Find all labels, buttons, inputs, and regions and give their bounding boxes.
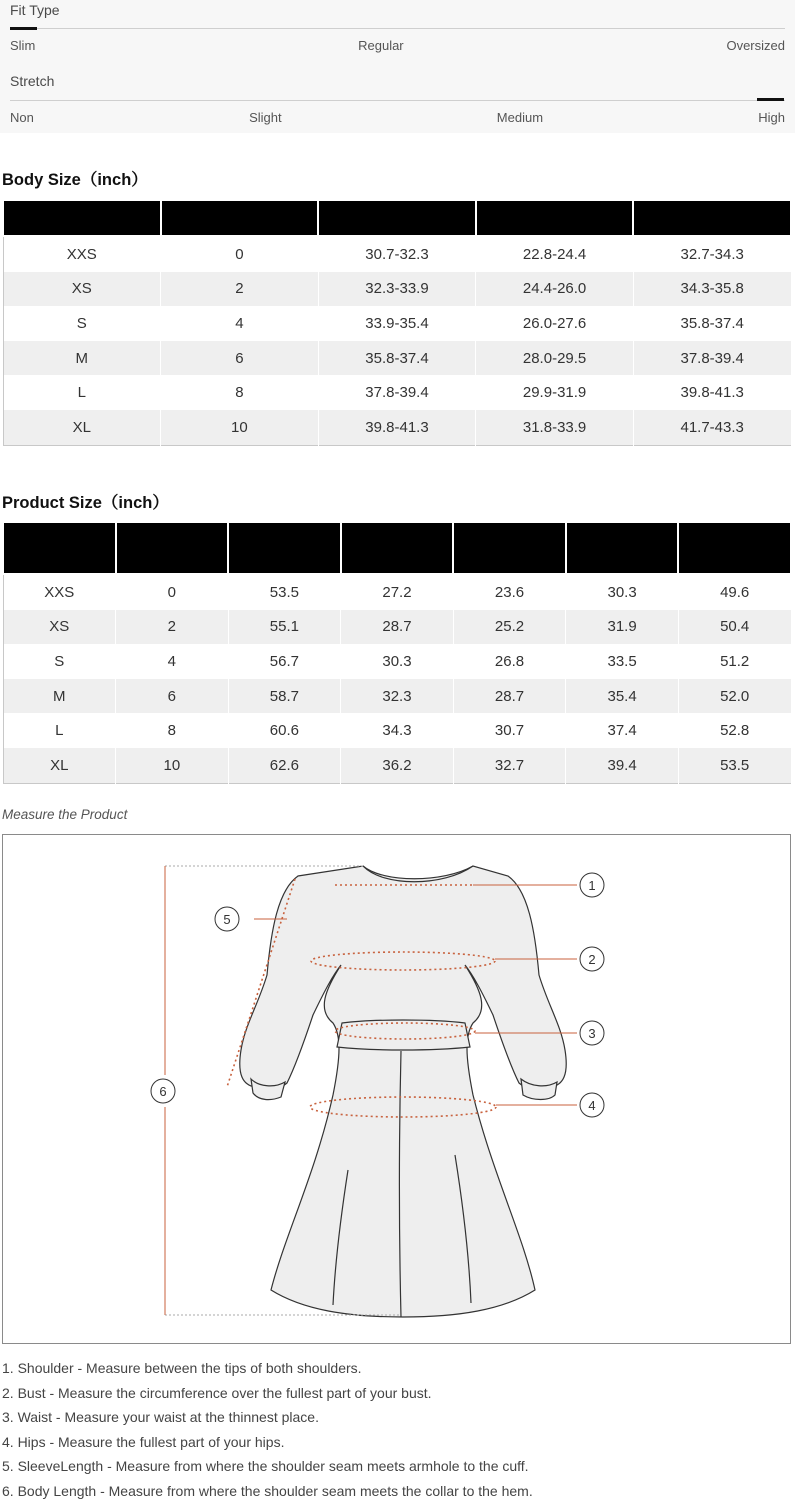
table-header-row	[3, 200, 791, 236]
table-cell: 52.8	[678, 713, 791, 748]
table-cell: 51.2	[678, 644, 791, 679]
table-cell: 34.3-35.8	[633, 272, 791, 307]
fit-type-scale	[10, 28, 785, 29]
marker-number: 5	[223, 912, 231, 927]
fit-type-label: Regular	[358, 38, 404, 53]
body-size-title: Body Size（inch）	[2, 171, 148, 189]
table-header-cell	[678, 522, 791, 574]
table-cell: S	[3, 644, 116, 679]
table-cell: M	[3, 341, 161, 376]
table-cell: 53.5	[228, 574, 341, 610]
table-row	[3, 236, 791, 272]
fit-type-labels	[10, 38, 785, 53]
table-cell: 6	[116, 679, 229, 714]
fit-stretch-panel	[0, 0, 795, 133]
table-cell: 23.6	[453, 574, 566, 610]
table-header-row	[3, 522, 791, 574]
stretch-marker	[757, 98, 784, 101]
table-cell: 27.2	[341, 574, 454, 610]
table-cell: XS	[3, 610, 116, 645]
table-header-cell	[318, 200, 476, 236]
stretch-labels	[10, 110, 785, 125]
stretch-label: Medium	[496, 110, 544, 125]
dress-illustration	[3, 835, 790, 1343]
product-size-table	[2, 521, 792, 784]
table-header-cell	[453, 522, 566, 574]
table-cell: XXS	[3, 574, 116, 610]
table-row	[3, 272, 791, 307]
table-row	[3, 375, 791, 410]
stretch-label: Non	[10, 110, 34, 125]
table-cell: 32.7	[453, 748, 566, 783]
table-header-cell	[3, 522, 116, 574]
table-cell: 26.0-27.6	[476, 306, 634, 341]
marker-number: 3	[588, 1026, 596, 1041]
table-row	[3, 748, 791, 783]
fit-type-title: Fit Type	[10, 2, 60, 18]
table-row	[3, 644, 791, 679]
dress-diagram	[2, 834, 791, 1344]
table-cell: 37.8-39.4	[633, 341, 791, 376]
table-cell: XL	[3, 410, 161, 445]
table-cell: 52.0	[678, 679, 791, 714]
stretch-scale	[10, 100, 785, 101]
table-cell: 29.9-31.9	[476, 375, 634, 410]
table-cell: 35.8-37.4	[318, 341, 476, 376]
measure-caption: Measure the Product	[2, 807, 128, 822]
table-cell: 34.3	[341, 713, 454, 748]
table-cell: 0	[116, 574, 229, 610]
table-cell: 30.3	[341, 644, 454, 679]
product-size-title: Product Size（inch）	[2, 494, 169, 512]
table-header-cell	[476, 200, 634, 236]
table-cell: 30.7-32.3	[318, 236, 476, 272]
table-cell: 35.4	[566, 679, 679, 714]
table-cell: 8	[116, 713, 229, 748]
table-cell: 31.8-33.9	[476, 410, 634, 445]
list-item: 2. Bust - Measure the circumference over the fullest part of your bust.	[2, 1384, 432, 1401]
table-cell: 53.5	[678, 748, 791, 783]
table-row	[3, 679, 791, 714]
table-row	[3, 306, 791, 341]
table-cell: 10	[161, 410, 319, 445]
dress-outline	[240, 866, 566, 1317]
table-cell: L	[3, 713, 116, 748]
table-cell: 55.1	[228, 610, 341, 645]
list-item: 4. Hips - Measure the fullest part of your hips.	[2, 1433, 285, 1450]
table-cell: 32.3-33.9	[318, 272, 476, 307]
table-cell: XXS	[3, 236, 161, 272]
table-cell: 28.0-29.5	[476, 341, 634, 376]
measurement-notes	[2, 1356, 792, 1504]
table-cell: 33.9-35.4	[318, 306, 476, 341]
table-cell: 39.8-41.3	[633, 375, 791, 410]
marker-number: 2	[588, 952, 596, 967]
table-cell: 4	[161, 306, 319, 341]
table-cell: 62.6	[228, 748, 341, 783]
marker-number: 6	[159, 1084, 167, 1099]
table-cell: 39.4	[566, 748, 679, 783]
table-cell: 4	[116, 644, 229, 679]
fit-type-label: Slim	[10, 38, 36, 53]
table-cell: 60.6	[228, 713, 341, 748]
table-header-cell	[161, 200, 319, 236]
table-cell: 26.8	[453, 644, 566, 679]
stretch-title: Stretch	[10, 73, 55, 89]
table-cell: 24.4-26.0	[476, 272, 634, 307]
table-cell: 49.6	[678, 574, 791, 610]
list-item: 5. SleeveLength - Measure from where the shoulder seam meets armhole to the cuff.	[2, 1458, 529, 1475]
table-header-cell	[116, 522, 229, 574]
table-cell: XL	[3, 748, 116, 783]
table-cell: 10	[116, 748, 229, 783]
table-cell: 56.7	[228, 644, 341, 679]
fit-type-marker	[10, 27, 37, 30]
table-row	[3, 574, 791, 610]
marker-number: 1	[588, 878, 596, 893]
table-cell: 30.7	[453, 713, 566, 748]
table-header-cell	[3, 200, 161, 236]
table-cell: 28.7	[453, 679, 566, 714]
table-header-cell	[633, 200, 791, 236]
table-cell: 50.4	[678, 610, 791, 645]
list-item: 6. Body Length - Measure from where the shoulder seam meets the collar to the hem.	[2, 1482, 533, 1499]
table-cell: XS	[3, 272, 161, 307]
table-cell: 37.4	[566, 713, 679, 748]
table-row	[3, 410, 791, 445]
table-cell: M	[3, 679, 116, 714]
table-cell: 2	[116, 610, 229, 645]
table-cell: 58.7	[228, 679, 341, 714]
table-cell: 32.7-34.3	[633, 236, 791, 272]
stretch-label: High	[758, 110, 785, 125]
table-cell: 32.3	[341, 679, 454, 714]
table-cell: 30.3	[566, 574, 679, 610]
table-cell: 33.5	[566, 644, 679, 679]
stretch-label: Slight	[249, 110, 282, 125]
table-cell: 37.8-39.4	[318, 375, 476, 410]
table-cell: 31.9	[566, 610, 679, 645]
table-cell: 41.7-43.3	[633, 410, 791, 445]
table-cell: 2	[161, 272, 319, 307]
table-cell: 6	[161, 341, 319, 376]
fit-type-label: Oversized	[726, 38, 785, 53]
body-size-table	[2, 199, 792, 446]
table-cell: S	[3, 306, 161, 341]
table-row	[3, 610, 791, 645]
table-cell: 28.7	[341, 610, 454, 645]
table-header-cell	[566, 522, 679, 574]
table-cell: L	[3, 375, 161, 410]
list-item: 1. Shoulder - Measure between the tips of both shoulders.	[2, 1360, 362, 1376]
table-cell: 25.2	[453, 610, 566, 645]
table-header-cell	[341, 522, 454, 574]
table-cell: 35.8-37.4	[633, 306, 791, 341]
table-cell: 22.8-24.4	[476, 236, 634, 272]
table-cell: 36.2	[341, 748, 454, 783]
table-row	[3, 713, 791, 748]
table-row	[3, 341, 791, 376]
table-cell: 39.8-41.3	[318, 410, 476, 445]
table-cell: 8	[161, 375, 319, 410]
table-header-cell	[228, 522, 341, 574]
table-cell: 0	[161, 236, 319, 272]
marker-number: 4	[588, 1098, 596, 1113]
list-item: 3. Waist - Measure your waist at the thinnest place.	[2, 1409, 319, 1426]
